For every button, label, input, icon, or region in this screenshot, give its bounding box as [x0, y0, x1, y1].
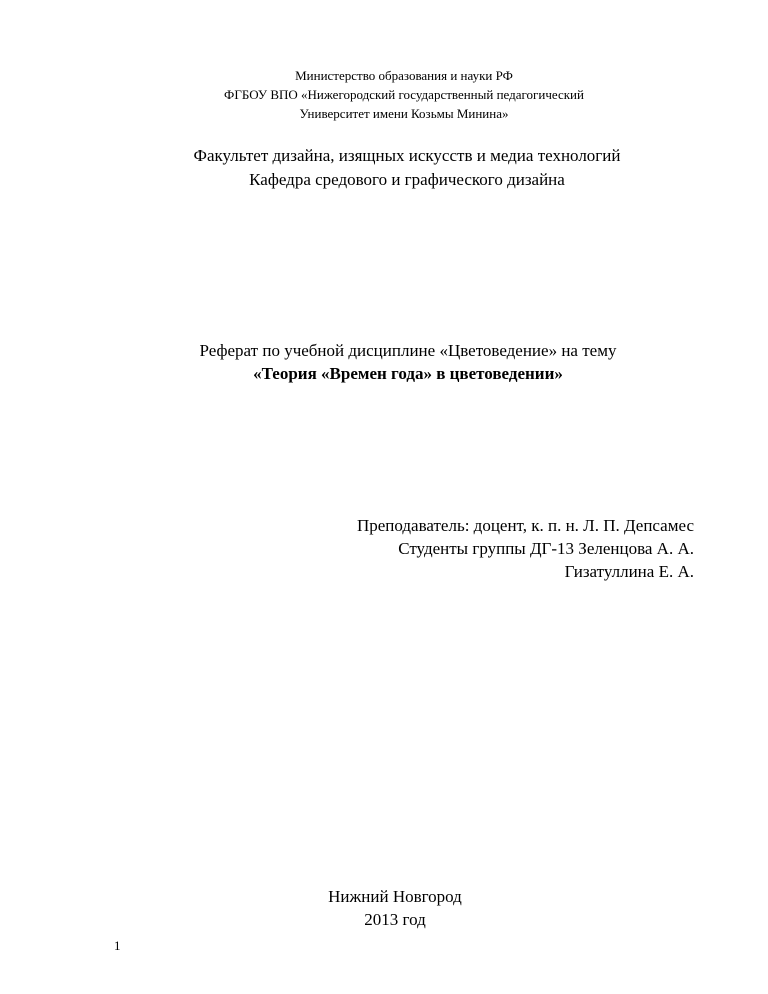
city-year-block — [11, 885, 768, 931]
department-header — [23, 144, 768, 192]
faculty-name: Факультет дизайна, изящных искусств и медиа технологий — [193, 146, 621, 165]
title-main: «Теория «Времен года» в цветоведении» — [253, 364, 563, 383]
teacher-line: Преподаватель: доцент, к. п. н. Л. П. Депсамес — [356, 516, 694, 535]
title-subtitle: Реферат по учебной дисциплине «Цветоведение» на тему — [199, 341, 617, 360]
authors-block — [0, 514, 694, 583]
ministry-header — [34, 66, 768, 123]
year: 2013 год — [364, 910, 426, 929]
ministry-name: Министерство образования и науки РФ — [295, 68, 513, 83]
chair-name: Кафедра средового и графического дизайна — [249, 170, 565, 189]
university-name-line1: ФГБОУ ВПО «Нижегородский государственный педагогический — [224, 87, 584, 102]
page-number: 1 — [114, 938, 121, 953]
university-name-line2: Университет имени Козьмы Минина» — [299, 106, 509, 121]
document-title — [24, 339, 768, 385]
city-name: Нижний Новгород — [328, 887, 462, 906]
students-line1: Студенты группы ДГ-13 Зеленцова А. А. — [398, 539, 694, 558]
students-line2: Гизатуллина Е. А. — [564, 562, 694, 581]
